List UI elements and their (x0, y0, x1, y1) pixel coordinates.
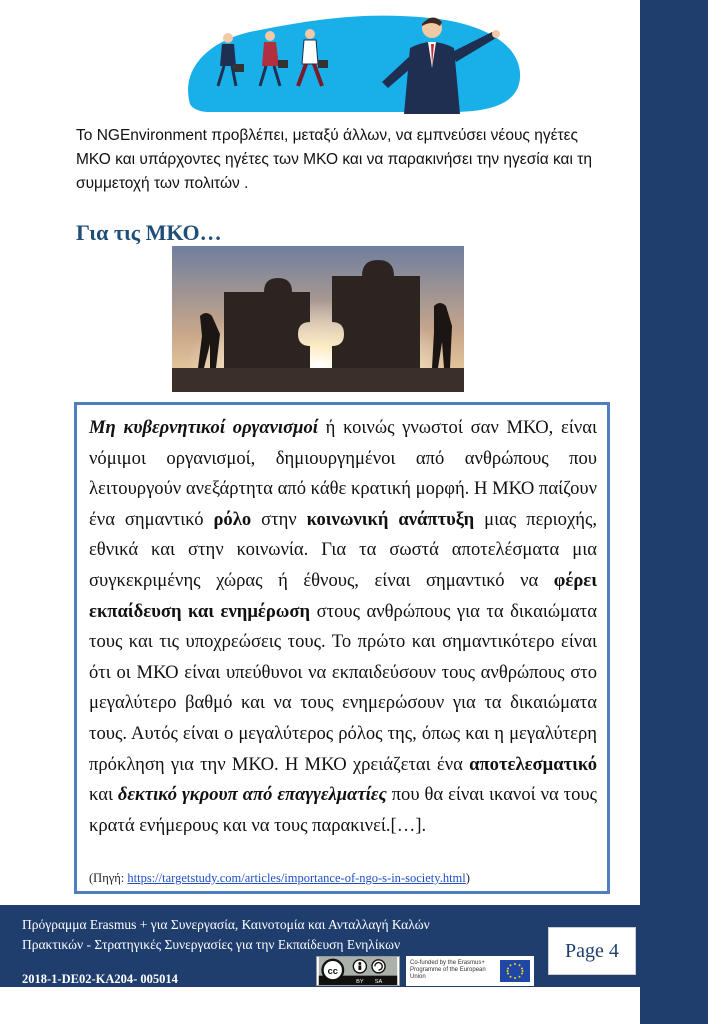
term-effective: αποτελεσματικό (469, 753, 597, 775)
puzzle-piece-right (332, 260, 420, 368)
term-professional-group: δεκτικό γκρουπ από επαγγελματίες (117, 784, 387, 806)
eu-cofunded-logo (406, 956, 534, 986)
section-title: Για τις ΜΚΟ… (76, 220, 222, 245)
hero-illustration (170, 8, 530, 114)
cc-by-label: BY (356, 979, 364, 986)
page-number: Page 4 (548, 927, 636, 975)
source-citation: (Πηγή: https://targetstudy.com/articles/importance-of-ngo-s-in-society.html) (89, 871, 470, 885)
term-role: ρόλο (213, 508, 252, 530)
project-code: 2018-1-DE02-KA204- 005014 (22, 972, 178, 986)
hero-blue-blob (188, 16, 520, 112)
footer-line-1: Πρόγραμμα Erasmus + για Συνεργασία, Καινοτομία και Ανταλλαγή Καλών (22, 917, 430, 932)
puzzle-photo (172, 246, 464, 392)
term-ngo: Μη κυβερνητικοί οργανισμοί (89, 417, 318, 438)
ngo-info-paragraph: Μη κυβερνητικοί οργανισμοί ή κοινώς γνωστοί σαν ΜΚΟ, είναι νόμιμοι οργανισμοί, δημιουργημένοι από ανθρώπους που λειτουργούν ανεξάρτητα από κάθε κρατική μορφή. Η ΜΚΟ παίζουν ένα σημαντικό ρόλο στην κοινωνική ανάπτυξη μιας περιοχής, εθνικά και στην κοινωνία. Για τα σωστά αποτελέσματα μια συγκεκριμένης χώρας ή έθνους, είναι σημαντικό να φέρει εκπαίδευση και ενημέρωση στους ανθρώπους για τα δικαιώματα τους και τις υποχρεώσεις τους. Το πρώτο και σημαντικότερο είναι ότι οι ΜΚΟ είναι υπεύθυνοι να εκπαιδεύσουν τους ανθρώπους στο μεγαλύτερο βαθμό και να τους ενημερώσουν για τα δικαιώματα τους. Αυτός είναι ο μεγαλύτερος ρόλος της, όπως και η μεγαλύτερη πρόκληση για την ΜΚΟ. Η ΜΚΟ χρειάζεται ένα αποτελεσματικό και δεκτικό γκρουπ από επαγγελματίες που θα είναι ικανοί να τους κρατά ενήμερους και να τους παρακινεί.[…]. (89, 417, 597, 836)
source-link[interactable]: https://targetstudy.com/articles/importance-of-ngo-s-in-society.html (127, 871, 466, 885)
eu-cofunded-text: Co-funded by the Erasmus+ Programme of the European Union (410, 960, 486, 980)
ngo-info-box (74, 402, 610, 894)
footer-line-2: Πρακτικών - Στρατηγικές Συνεργασίες για την Εκπαίδευση Ενηλίκων (22, 937, 401, 952)
intro-paragraph: Το NGEnvironment προβλέπει, μεταξύ άλλων, να εμπνεύσει νέους ηγέτες ΜΚΟ και υπάρχοντες ηγέτες των ΜΚΟ και να παρακινήσει την ηγεσία και τη συμμετοχή των πολιτών . (76, 127, 592, 192)
creative-commons-logo (316, 956, 400, 986)
term-social-development: κοινωνική ανάπτυξη (306, 508, 475, 530)
right-sidebar-band (640, 0, 708, 1024)
cc-sa-label: SA (374, 979, 383, 986)
svg-text:cc: cc (327, 965, 338, 976)
eu-flag-icon (500, 960, 530, 982)
term-education: φέρει εκπαίδευση και ενημέρωση (89, 569, 597, 622)
